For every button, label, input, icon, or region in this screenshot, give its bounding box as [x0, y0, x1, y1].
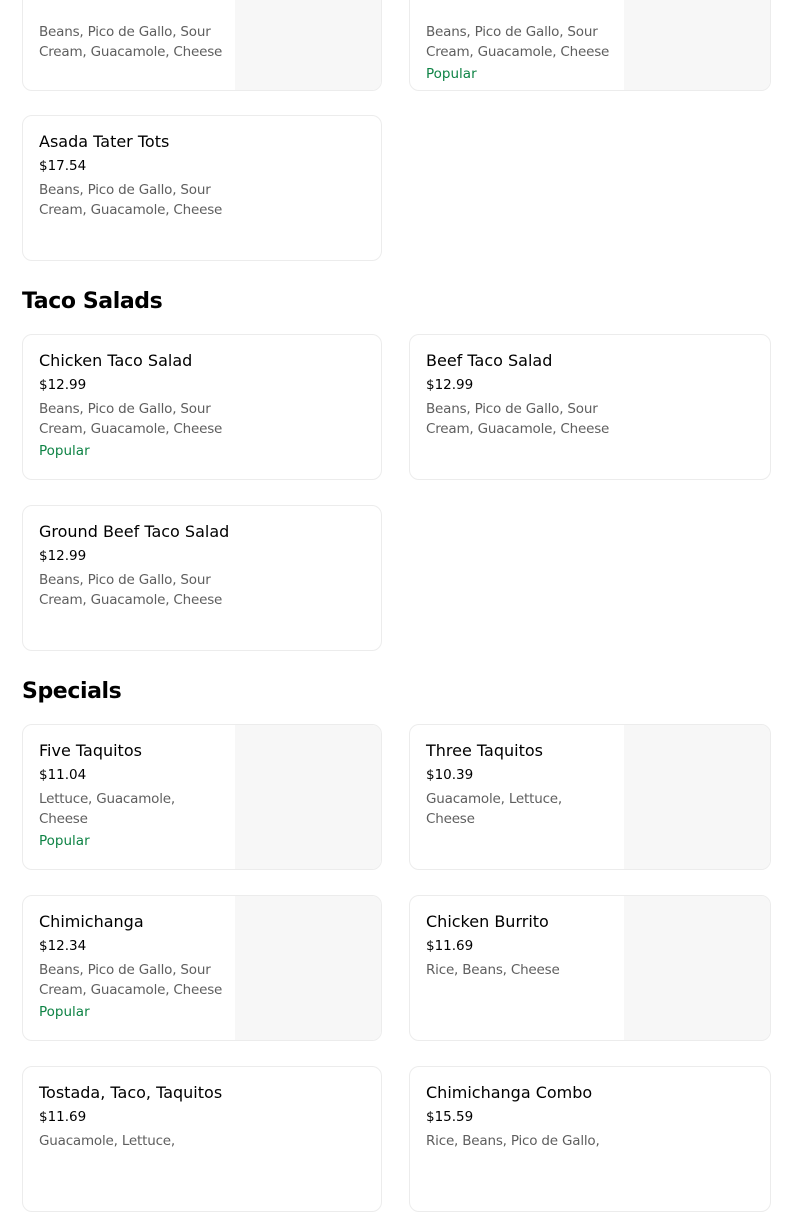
item-image	[624, 0, 770, 90]
item-description: Beans, Pico de Gallo, Sour Cream, Guacamole, Cheese	[39, 182, 223, 218]
item-name: Ground Beef Taco Salad	[39, 522, 230, 541]
item-description: Beans, Pico de Gallo, Sour Cream, Guacamole, Cheese	[39, 401, 223, 437]
item-name: Five Taquitos	[39, 741, 142, 760]
menu-item-card[interactable]	[409, 0, 771, 91]
menu-item-card[interactable]	[22, 724, 382, 870]
popular-badge: Popular	[39, 443, 90, 459]
section-title-taco-salads: Taco Salads	[22, 289, 163, 314]
item-description: Lettuce, Guacamole, Cheese	[39, 791, 175, 827]
popular-badge: Popular	[39, 1004, 90, 1020]
item-price: $12.99	[39, 548, 87, 564]
item-description: Beans, Pico de Gallo, Sour Cream, Guacamole, Cheese	[39, 962, 223, 998]
item-description: Beans, Pico de Gallo, Sour Cream, Guacamole, Cheese	[39, 24, 223, 60]
menu-item-card[interactable]	[22, 895, 382, 1041]
item-name: Tostada, Taco, Taquitos	[39, 1083, 223, 1102]
item-image	[624, 725, 770, 869]
item-name: Chimichanga Combo	[426, 1083, 593, 1102]
menu-item-card[interactable]	[409, 895, 771, 1041]
item-image	[624, 896, 770, 1040]
item-price: $10.39	[426, 767, 474, 783]
item-description: Guacamole, Lettuce, Cheese	[426, 791, 562, 827]
item-name: Chimichanga	[39, 912, 144, 931]
item-name: Asada Tater Tots	[39, 132, 170, 151]
menu-item-card[interactable]	[409, 1066, 771, 1212]
item-name: Chicken Taco Salad	[39, 351, 193, 370]
item-price: $17.54	[39, 158, 87, 174]
item-image	[235, 0, 381, 90]
item-description: Rice, Beans, Pico de Gallo,	[426, 1133, 600, 1149]
item-name: Beef Taco Salad	[426, 351, 553, 370]
item-name: Three Taquitos	[426, 741, 543, 760]
item-description: Beans, Pico de Gallo, Sour Cream, Guacamole, Cheese	[426, 24, 610, 60]
item-name: Chicken Burrito	[426, 912, 549, 931]
section-title-specials: Specials	[22, 679, 122, 704]
item-price: $15.59	[426, 1109, 474, 1125]
item-price: $12.99	[39, 377, 87, 393]
item-price: $12.99	[426, 377, 474, 393]
item-price: $12.34	[39, 938, 87, 954]
menu-item-card[interactable]	[22, 0, 382, 91]
item-price: $11.69	[39, 1109, 87, 1125]
item-price: $11.69	[426, 938, 474, 954]
popular-badge: Popular	[39, 833, 90, 849]
menu-item-card[interactable]	[409, 334, 771, 480]
item-price: $11.04	[39, 767, 87, 783]
item-description: Rice, Beans, Cheese	[426, 962, 560, 978]
item-image	[235, 896, 381, 1040]
menu-item-card[interactable]	[22, 505, 382, 651]
item-description: Guacamole, Lettuce,	[39, 1133, 175, 1149]
item-description: Beans, Pico de Gallo, Sour Cream, Guacamole, Cheese	[426, 401, 610, 437]
menu-item-card[interactable]	[22, 334, 382, 480]
item-image	[235, 725, 381, 869]
menu-item-card[interactable]	[409, 724, 771, 870]
menu-item-card[interactable]	[22, 115, 382, 261]
menu-item-card[interactable]	[22, 1066, 382, 1212]
popular-badge: Popular	[426, 66, 477, 82]
item-description: Beans, Pico de Gallo, Sour Cream, Guacamole, Cheese	[39, 572, 223, 608]
